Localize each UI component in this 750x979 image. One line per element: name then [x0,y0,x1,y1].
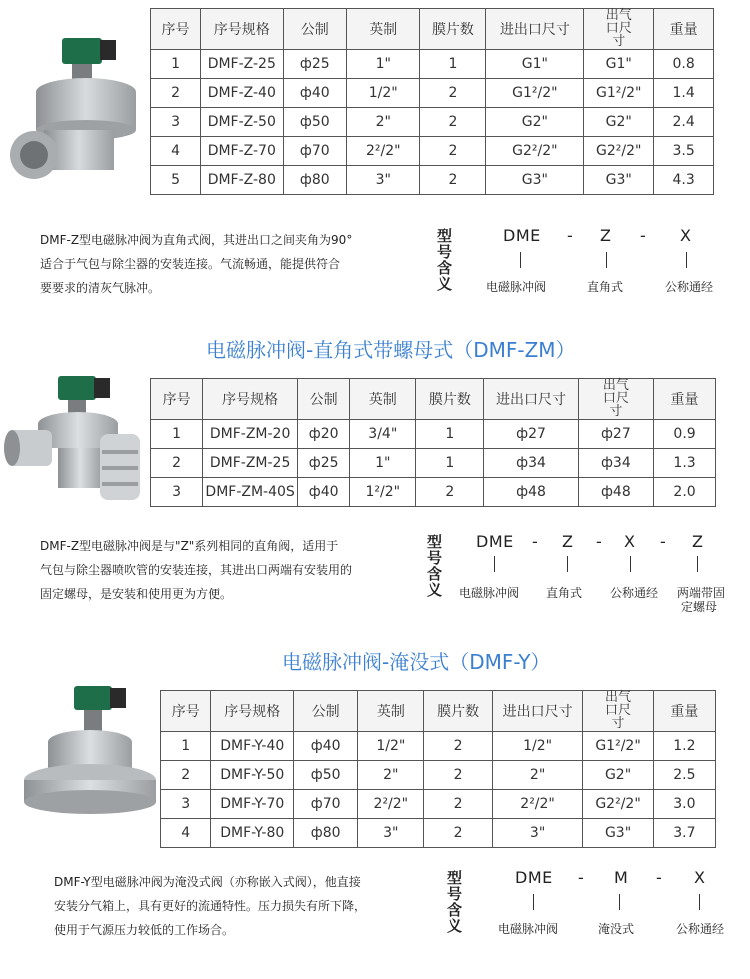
cell: ф40 [294,732,358,761]
cell: ф34 [578,449,653,478]
code-part: DME [503,226,541,245]
code-part: Z [562,532,574,551]
table-row [161,819,716,848]
col-header: 序号规格 [211,691,294,732]
code-tick [533,894,534,910]
cell: G2²/2" [486,137,584,166]
description-line: 固定螺母，是安装和使用更为方便。 [40,587,233,601]
meaning-label: 直角式 [587,280,624,294]
cell: 1 [151,420,203,449]
cell: 3.0 [653,790,715,819]
col-header: 重量 [654,9,714,50]
model-meaning-label: 型号含义 [437,227,453,293]
code-part: - [656,868,663,887]
cell: G2²/2" [583,790,653,819]
cell: 1 [420,50,486,79]
col-header: 公制 [294,691,358,732]
code-part: X [624,532,636,551]
col-header: 英制 [347,9,420,50]
cell: DMF-Z-40 [201,79,283,108]
col-header: 英制 [350,379,416,420]
code-tick [567,556,568,572]
cell: 1/2" [492,732,583,761]
code-part: - [532,532,539,551]
cell: 4.3 [654,166,714,195]
cell: 1" [350,449,416,478]
code-part: - [640,226,647,245]
cell: 3/4" [350,420,416,449]
cell: ф40 [283,79,347,108]
header-outlet-size: 出气口尺寸 [602,378,629,419]
code-tick [630,556,631,572]
cell: ф70 [283,137,347,166]
cell: G2²/2" [584,137,654,166]
meaning-label: 电磁脉冲阀 [498,922,559,936]
col-header: 重量 [653,691,715,732]
table-row [151,449,716,478]
table-row [151,79,714,108]
cell: 2.4 [654,108,714,137]
code-tick [686,252,687,268]
cell: 3.5 [654,137,714,166]
cell: 2 [420,166,486,195]
cell: 1 [416,420,484,449]
code-part: X [680,226,692,245]
cell: DMF-ZM-20 [203,420,298,449]
valve-image-z [4,30,144,185]
spec-table-y [160,690,716,848]
col-header: 进出口尺寸 [484,379,578,420]
cell: 2²/2" [347,137,420,166]
cell: 2" [492,761,583,790]
col-header: 公制 [283,9,347,50]
code-tick [699,894,700,910]
cell: 2 [151,449,203,478]
code-tick [619,894,620,910]
description-line: DMF-Z型电磁脉冲阀为直角式阀，其进出口之间夹角为90° [40,233,353,247]
cell: ф50 [294,761,358,790]
table-row [151,50,714,79]
code-part: DME [476,532,514,551]
cell: 1.2 [653,732,715,761]
valve-image-y [10,680,160,825]
header-outlet-size: 出气口尺寸 [605,690,632,731]
cell: ф20 [298,420,350,449]
cell: 2 [420,79,486,108]
cell: DMF-ZM-40S [203,478,298,507]
code-part: - [578,868,585,887]
cell: 2 [424,761,492,790]
meaning-label: 公称通经 [665,280,714,294]
meaning-label: 两端带固 [677,586,726,600]
cell: 0.9 [654,420,716,449]
cell: 3.7 [653,819,715,848]
meaning-label: 直角式 [546,586,583,600]
col-header: 膜片数 [420,9,486,50]
cell: DMF-Z-70 [201,137,283,166]
col-header: 序号 [161,691,211,732]
cell: 1 [151,50,201,79]
cell: 2 [151,79,201,108]
cell: G3" [584,166,654,195]
cell: G1²/2" [584,79,654,108]
col-header [583,691,653,732]
cell: ф25 [298,449,350,478]
cell: 1/2" [347,79,420,108]
col-header: 序号规格 [201,9,283,50]
cell: 2 [416,478,484,507]
description-y [54,870,434,942]
meaning-label: 淹没式 [598,922,635,936]
table-row [151,166,714,195]
cell: 2 [161,761,211,790]
code-tick [520,252,521,268]
col-header [578,379,653,420]
code-part: X [694,868,706,887]
cell: ф70 [294,790,358,819]
code-part: - [567,226,574,245]
table-header-row [161,691,716,732]
cell: DMF-Z-50 [201,108,283,137]
table-row [151,420,716,449]
cell: G3" [486,166,584,195]
col-header: 序号规格 [203,379,298,420]
cell: 2.0 [654,478,716,507]
table-header-row [151,9,714,50]
cell: 2 [424,732,492,761]
description-line: 安装分气箱上，具有更好的流通特性。压力损失有所下降， [54,899,367,913]
cell: ф34 [484,449,578,478]
description-z [40,228,410,300]
code-part: - [596,532,603,551]
cell: 0.8 [654,50,714,79]
description-line: DMF-Z型电磁脉冲阀是与"Z"系列相同的直角阀，适用于 [40,539,339,553]
description-line: 气包与除尘器喷吹管的安装连接，其进出口两端有安装用的 [40,563,353,577]
cell: 1 [416,449,484,478]
cell: G1²/2" [486,79,584,108]
code-tick [606,252,607,268]
cell: ф40 [298,478,350,507]
cell: DMF-Y-50 [211,761,294,790]
meaning-label: 电磁脉冲阀 [486,280,547,294]
table-row [151,108,714,137]
cell: G2" [486,108,584,137]
cell: 2 [420,137,486,166]
cell: DMF-ZM-25 [203,449,298,478]
cell: 1.4 [654,79,714,108]
cell: 3 [151,108,201,137]
meaning-label: 公称通经 [676,922,725,936]
cell: 2" [358,761,424,790]
table-row [151,478,716,507]
col-header: 重量 [654,379,716,420]
cell: 4 [151,137,201,166]
meaning-label: 公称通经 [610,586,659,600]
cell: DMF-Y-80 [211,819,294,848]
cell: ф48 [578,478,653,507]
cell: 1 [161,732,211,761]
code-part: M [614,868,629,887]
code-part: DME [515,868,553,887]
col-header: 膜片数 [416,379,484,420]
cell: G1" [486,50,584,79]
header-outlet-size: 出气口尺寸 [605,8,632,49]
cell: G3" [583,819,653,848]
cell: 2 [424,790,492,819]
cell: 2.5 [653,761,715,790]
cell: G2" [584,108,654,137]
cell: ф27 [578,420,653,449]
cell: DMF-Y-70 [211,790,294,819]
model-meaning-label: 型号含义 [447,869,463,935]
col-header: 进出口尺寸 [486,9,584,50]
cell: 3 [151,478,203,507]
cell: ф80 [294,819,358,848]
description-zm [40,534,420,606]
code-part: Z [600,226,612,245]
cell: 2" [347,108,420,137]
col-header: 序号 [151,9,201,50]
cell: DMF-Z-25 [201,50,283,79]
cell: ф25 [283,50,347,79]
section-title-zm: 电磁脉冲阀-直角式带螺母式（DMF-ZM） [206,338,576,362]
cell: 2²/2" [492,790,583,819]
cell: 2 [424,819,492,848]
description-line: 要要求的清灰气脉冲。 [40,281,161,295]
cell: 5 [151,166,201,195]
col-header: 序号 [151,379,203,420]
cell: ф48 [484,478,578,507]
code-part: Z [692,532,704,551]
table-header-row [151,379,716,420]
code-part: - [660,532,667,551]
meaning-label: 电磁脉冲阀 [459,586,520,600]
meaning-label: 定螺母 [681,600,718,614]
description-line: 适合于气包与除尘器的安装连接。气流畅通，能提供符合 [40,257,341,271]
col-header: 进出口尺寸 [492,691,583,732]
model-meaning-label: 型号含义 [427,533,443,599]
spec-table-z [150,8,714,195]
code-tick [494,556,495,572]
col-header [584,9,654,50]
cell: ф80 [283,166,347,195]
description-line: 使用于气源压力较低的工作场合。 [54,923,235,937]
cell: 2²/2" [358,790,424,819]
table-row [161,761,716,790]
table-row [151,137,714,166]
cell: G2" [583,761,653,790]
cell: G1²/2" [583,732,653,761]
cell: 1" [347,50,420,79]
table-row [161,790,716,819]
cell: DMF-Z-80 [201,166,283,195]
cell: 3" [358,819,424,848]
cell: 1²/2" [350,478,416,507]
section-title-y: 电磁脉冲阀-淹没式（DMF-Y） [282,650,551,674]
col-header: 英制 [358,691,424,732]
description-line: DMF-Y型电磁脉冲阀为淹没式阀（亦称嵌入式阀），他直接 [54,875,361,889]
cell: 1.3 [654,449,716,478]
table-row [161,732,716,761]
cell: ф27 [484,420,578,449]
col-header: 膜片数 [424,691,492,732]
cell: 4 [161,819,211,848]
cell: 3" [492,819,583,848]
valve-image-zm [2,370,148,510]
spec-table-zm [150,378,716,507]
cell: ф50 [283,108,347,137]
cell: 3" [347,166,420,195]
cell: DMF-Y-40 [211,732,294,761]
code-tick [697,556,698,572]
cell: 3 [161,790,211,819]
col-header: 公制 [298,379,350,420]
cell: 1/2" [358,732,424,761]
cell: G1" [584,50,654,79]
cell: 2 [420,108,486,137]
